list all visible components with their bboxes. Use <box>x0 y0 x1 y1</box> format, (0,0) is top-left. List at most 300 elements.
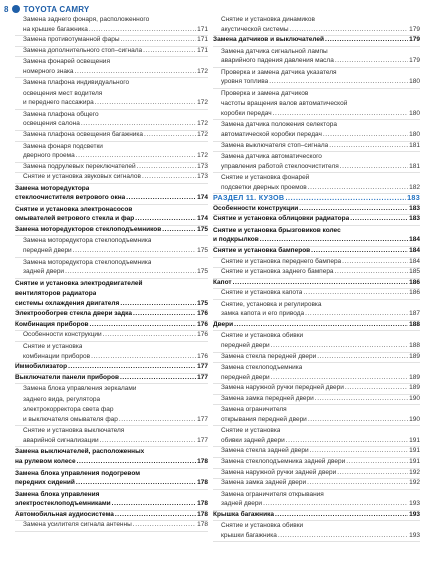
toc-entry-title: Снятие и установка переднего бампера <box>221 257 342 265</box>
toc-entry-page: 190 <box>409 415 420 423</box>
toc-entry <box>15 353 208 364</box>
dot-leader <box>161 226 196 236</box>
toc-entry-page: 193 <box>409 510 420 518</box>
dot-leader <box>328 142 408 152</box>
toc-entry-title: Замена стекла задней двери <box>221 447 309 455</box>
toc-entry <box>213 363 420 374</box>
dot-leader <box>270 374 408 384</box>
toc-entry-title: задней двери <box>221 500 263 508</box>
toc-entry <box>213 89 420 100</box>
toc-entry <box>213 152 420 163</box>
toc-entry-page: 192 <box>409 479 420 487</box>
dot-leader <box>132 310 196 320</box>
toc-entry <box>213 247 420 258</box>
toc-entry-page: 172 <box>197 99 208 107</box>
toc-entry <box>15 384 208 395</box>
toc-entry-title: Снятие и установка динамиков <box>221 16 315 23</box>
toc-entry-title: Снятие и установка обивки <box>221 332 304 340</box>
toc-entry-page: 172 <box>197 67 208 75</box>
toc-entry <box>15 120 208 131</box>
toc-entry <box>15 57 208 68</box>
toc-entry-page: 178 <box>197 479 208 487</box>
dot-leader <box>90 353 196 363</box>
dot-leader <box>75 152 196 162</box>
toc-entry-title: заднего вида, регулятора <box>23 395 101 403</box>
toc-entry <box>213 142 420 153</box>
toc-entry-title: РАЗДЕЛ 11. КУЗОВ <box>213 194 285 203</box>
dot-leader <box>102 331 196 341</box>
toc-entry <box>15 110 208 121</box>
toc-entry <box>213 47 420 58</box>
toc-entry-page: 175 <box>197 299 208 307</box>
toc-entry-title: коробки передач <box>221 109 272 117</box>
toc-entry <box>15 321 208 332</box>
toc-entry-title: Замена блока управления <box>15 490 100 498</box>
dot-leader <box>118 416 196 426</box>
toc-entry-page: 180 <box>409 109 420 117</box>
toc-entry-page: 178 <box>197 510 208 518</box>
toc-entry-title: Замена дополнительного стоп–сигнала <box>23 46 143 54</box>
toc-entry <box>213 236 420 247</box>
toc-entry-page: 184 <box>409 236 420 244</box>
toc-entry <box>213 479 420 490</box>
dot-leader <box>142 47 196 57</box>
toc-entry <box>213 205 420 216</box>
toc-entry-title: Снятие и установка капота <box>221 289 303 297</box>
toc-entry-title: освещения мест водителя <box>23 89 103 97</box>
toc-entry-title: автоматической коробки передач <box>221 131 322 139</box>
dot-leader <box>111 500 196 510</box>
toc-left-column <box>15 15 208 568</box>
toc-entry-title: Замена блока управления зеркалами <box>23 385 137 393</box>
dot-leader <box>316 353 408 363</box>
dot-leader <box>304 310 408 320</box>
toc-entry-title: Снятие и установка заднего бампера <box>221 268 334 276</box>
toc-entry <box>213 426 420 437</box>
toc-entry-title: Особенности конструкции <box>213 204 299 212</box>
toc-entry-page: 193 <box>409 531 420 539</box>
toc-entry-page: 188 <box>409 320 420 328</box>
dot-leader <box>64 268 196 278</box>
toc-entry <box>15 289 208 300</box>
toc-entry-title: Замена усилителя сигнала антенны <box>23 521 132 529</box>
dot-leader <box>272 110 409 120</box>
toc-entry-title: Снятие и установка звуковых сигналов <box>23 173 141 181</box>
toc-entry-page: 191 <box>409 436 420 444</box>
toc-entry-title: вентиляторов радиатора <box>15 290 97 298</box>
toc-entry-title: системы охлаждения двигателя <box>15 299 120 307</box>
toc-entry-title: Замена датчика сигнальной лампы <box>221 47 328 55</box>
toc-entry-page: 178 <box>197 500 208 508</box>
toc-entry-page: 174 <box>197 215 208 223</box>
toc-entry-page: 172 <box>197 120 208 128</box>
toc-entry <box>15 173 208 184</box>
toc-entry <box>15 279 208 290</box>
toc-entry <box>213 405 420 416</box>
toc-entry-page: 191 <box>409 447 420 455</box>
dot-leader <box>72 247 196 257</box>
dot-leader <box>88 26 196 36</box>
toc-entry <box>213 215 420 226</box>
toc-entry-page: 173 <box>197 173 208 181</box>
toc-entry-title: Комбинация приборов <box>15 320 89 328</box>
toc-entry <box>15 99 208 110</box>
toc-entry <box>15 184 208 195</box>
toc-entry-title: замка капота и его привода <box>221 310 305 318</box>
toc-entry <box>213 184 420 195</box>
toc-entry-title: омывателей ветрового стекла и фар <box>15 215 135 223</box>
toc-entry <box>15 152 208 163</box>
toc-entry <box>15 142 208 153</box>
dot-leader <box>344 384 408 394</box>
toc-entry-page: 174 <box>197 194 208 202</box>
toc-entry-page: 187 <box>409 310 420 318</box>
toc-entry-title: на рулевом колесе <box>15 457 76 465</box>
toc-entry-title: и переднего пассажира <box>23 99 94 107</box>
toc-entry-title: Проверка и замена датчиков <box>221 89 309 97</box>
dot-leader <box>136 163 196 173</box>
toc-entry <box>213 331 420 342</box>
toc-entry-page: 172 <box>197 152 208 160</box>
toc-entry-title: Особенности конструкции <box>23 331 102 339</box>
dot-leader <box>76 458 197 468</box>
toc-entry <box>15 89 208 100</box>
toc-entry-page: 177 <box>197 415 208 423</box>
toc-entry <box>213 490 420 501</box>
toc-entry-title: Капот <box>213 278 232 286</box>
toc-entry <box>15 163 208 174</box>
toc-entry <box>213 57 420 68</box>
toc-entry-title: электрокорректора света фар <box>23 406 114 414</box>
toc-entry-page: 176 <box>197 352 208 360</box>
dot-leader <box>289 26 409 36</box>
toc-entry-title: Замена ограничителя открывания <box>221 490 324 498</box>
toc-entry-page: 172 <box>197 131 208 139</box>
toc-entry <box>15 416 208 427</box>
dot-leader <box>334 57 408 67</box>
toc-entry-title: Снятие и установка электронасосов <box>15 205 133 213</box>
toc-entry-title: Снятие и установка фонарей <box>221 174 310 182</box>
toc-entry-page: 171 <box>197 36 208 44</box>
dot-leader <box>120 36 197 46</box>
toc-entry-page: 180 <box>409 131 420 139</box>
toc-entry-title: дверного проема <box>23 152 75 160</box>
toc-entry <box>213 300 420 311</box>
dot-leader <box>232 279 409 289</box>
toc-entry <box>15 131 208 142</box>
toc-entry <box>213 279 420 290</box>
toc-entry <box>213 15 420 26</box>
dot-leader <box>94 99 196 109</box>
toc-entry-title: Замена стеклоподъемника задней двери <box>221 457 346 465</box>
toc-entry <box>15 511 208 522</box>
toc-entry <box>213 268 420 279</box>
toc-entry-title: Снятие и установка обивки <box>221 522 304 530</box>
toc-entry <box>15 194 208 205</box>
toc-entry-page: 173 <box>197 162 208 170</box>
toc-entry-page: 177 <box>197 363 208 371</box>
dot-leader <box>143 131 196 141</box>
toc-entry-page: 180 <box>409 78 420 86</box>
toc-entry <box>213 437 420 448</box>
toc-entry-title: Замена моторедуктора <box>15 184 90 192</box>
toc-entry-page: 179 <box>409 57 420 65</box>
toc-entry-title: Замена выключателя стоп–сигнала <box>221 141 329 149</box>
toc-entry <box>15 258 208 269</box>
toc-entry <box>213 163 420 174</box>
toc-entry <box>213 511 420 522</box>
toc-entry-title: крышки багажника <box>221 531 277 539</box>
toc-entry-page: 176 <box>197 310 208 318</box>
toc-entry <box>15 490 208 501</box>
toc-entry <box>15 68 208 79</box>
toc-entry-title: Снятие, установка и регулировка <box>221 300 322 308</box>
dot-leader <box>75 479 196 489</box>
dot-leader <box>306 479 408 489</box>
toc-entry-page: 182 <box>409 183 420 191</box>
dot-leader <box>268 78 408 88</box>
toc-entry-title: Автомобильная аудиосистема <box>15 510 114 518</box>
toc-entry <box>213 469 420 480</box>
dot-leader <box>67 363 196 373</box>
toc-entry <box>213 173 420 184</box>
toc-right-column <box>213 15 420 568</box>
toc-entry-page: 177 <box>197 436 208 444</box>
dot-leader <box>310 247 408 257</box>
toc-entry <box>213 226 420 237</box>
toc-entry <box>213 36 420 47</box>
toc-entry-title: Замена блока управления подогревом <box>15 469 141 477</box>
toc-entry <box>15 15 208 26</box>
toc-entry-page: 171 <box>197 46 208 54</box>
toc-entry-title: аварийной сигнализации <box>23 436 99 444</box>
toc-entry <box>15 331 208 342</box>
toc-entry-title: комбинации приборов <box>23 352 91 360</box>
toc-entry <box>213 78 420 89</box>
toc-entry <box>15 405 208 416</box>
dot-leader <box>259 236 408 246</box>
toc-entry <box>15 500 208 511</box>
toc-entry <box>213 521 420 532</box>
toc-entry <box>213 500 420 511</box>
toc-entry-page: 175 <box>197 247 208 255</box>
toc-entry <box>15 247 208 258</box>
page-number: 8 <box>4 4 9 14</box>
toc-entry-title: Замена плафона освещения багажника <box>23 131 144 139</box>
toc-entry-title: управления работой стеклоочистителя <box>221 162 339 170</box>
toc-entry-title: Замена подрулевых переключателей <box>23 162 136 170</box>
dot-leader <box>99 437 197 447</box>
toc-entry-page: 175 <box>197 225 208 233</box>
toc-entry-title: передней двери <box>23 247 72 255</box>
toc-entry-title: Снятие и установка <box>221 427 281 435</box>
toc-entry-title: Замена плафона индивидуального <box>23 79 130 87</box>
toc-entry <box>15 437 208 448</box>
toc-entry-title: Замена ограничителя <box>221 406 287 414</box>
toc-entry <box>15 458 208 469</box>
brand-dot-icon <box>12 5 20 13</box>
toc-entry <box>213 374 420 385</box>
toc-entry <box>15 342 208 353</box>
toc-entry-page: 181 <box>409 141 420 149</box>
toc-entry-title: Замена стеклоподъемника <box>221 364 303 372</box>
toc-entry <box>213 26 420 37</box>
toc-entry-page: 189 <box>409 384 420 392</box>
toc-entry-page: 181 <box>409 162 420 170</box>
toc-entry-page: 185 <box>409 268 420 276</box>
dot-leader <box>262 500 408 510</box>
toc-entry <box>15 395 208 406</box>
dot-leader <box>114 511 196 521</box>
toc-entry-page: 189 <box>409 352 420 360</box>
dot-leader <box>89 321 197 331</box>
toc-entry <box>213 458 420 469</box>
toc-entry-page: 171 <box>197 25 208 33</box>
toc-entry <box>15 469 208 480</box>
toc-entry-page: 192 <box>409 468 420 476</box>
dot-leader <box>119 300 196 310</box>
header-title: TOYOTA CAMRY <box>23 4 90 14</box>
toc-entry-page: 188 <box>409 341 420 349</box>
toc-entry <box>213 321 420 332</box>
toc-entry <box>213 131 420 142</box>
dot-leader <box>125 194 196 204</box>
toc-entry-title: передней двери <box>221 341 270 349</box>
toc-entry-title: Снятие и установка брызговиков колес <box>213 226 341 234</box>
toc-entry <box>213 384 420 395</box>
toc-entry-title: Снятие и установка электродвигателей <box>15 279 143 287</box>
toc-entry-title: и подкрылков <box>213 236 259 244</box>
toc-entry-page: 177 <box>197 373 208 381</box>
toc-entry-title: электростеклоподъемниками <box>15 500 111 508</box>
toc-entry <box>213 99 420 110</box>
dot-leader <box>274 511 408 521</box>
toc-entry <box>213 68 420 79</box>
toc-entry-title: Снятие и установка бамперов <box>213 247 311 255</box>
toc-entry <box>213 447 420 458</box>
toc-entry-title: Снятие и установка облицовки радиатора <box>213 215 350 223</box>
toc-entry-title: и выключателя омывателя фар <box>23 415 118 423</box>
dot-leader <box>132 521 196 531</box>
toc-entry <box>15 236 208 247</box>
toc-entry-title: обивки задней двери <box>221 436 285 444</box>
toc-entry-title: Замена моторедуктора стеклоподъемника <box>23 237 152 245</box>
toc-entry <box>213 120 420 131</box>
toc-entry-page: 183 <box>407 194 420 203</box>
toc-entry-page: 179 <box>409 36 420 44</box>
dot-leader <box>336 469 408 479</box>
toc-entry <box>213 289 420 300</box>
toc-entry-title: Замена выключателей, расположенных <box>15 448 145 456</box>
toc-entry <box>15 374 208 385</box>
toc-entry-title: Замена моторедуктора стеклоподъемника <box>23 258 152 266</box>
toc-entry-title: Проверка и замена датчика указателя <box>221 68 337 76</box>
toc-entry-page: 178 <box>197 521 208 529</box>
toc-entry <box>15 26 208 37</box>
dot-leader <box>309 447 409 457</box>
toc-entry-title: Замена моторедукторов стеклоподъемников <box>15 225 162 233</box>
toc-entry-title: подсветки дверных проемов <box>221 183 307 191</box>
toc-entry-title: на крышке багажника <box>23 25 88 33</box>
toc-entry-title: освещения салона <box>23 120 80 128</box>
toc-entry-title: Замена наружной ручки задней двери <box>221 468 337 476</box>
toc-entry-title: Двери <box>213 320 234 328</box>
toc-entry-title: открывания передней двери <box>221 415 307 423</box>
toc-entry-page: 179 <box>409 25 420 33</box>
toc-entry-title: передних сидений <box>15 479 75 487</box>
dot-leader <box>141 173 196 183</box>
dot-leader <box>80 120 196 130</box>
toc-entry <box>15 36 208 47</box>
toc-entry <box>15 447 208 458</box>
toc-entry <box>15 47 208 58</box>
dot-leader <box>233 321 408 331</box>
toc-entry <box>15 300 208 311</box>
page-header <box>4 3 89 15</box>
section-heading <box>213 194 420 205</box>
dot-leader <box>270 342 408 352</box>
toc-entry <box>15 205 208 216</box>
dot-leader <box>307 184 408 194</box>
dot-leader <box>307 416 408 426</box>
toc-entry-page: 184 <box>409 257 420 265</box>
toc-entry-page: 186 <box>409 278 420 286</box>
toc-entry <box>213 110 420 121</box>
toc-entry-title: Замена датчиков и выключателей <box>213 36 325 44</box>
dot-leader <box>334 268 409 278</box>
dot-leader <box>134 215 196 225</box>
toc-entry-title: Замена стекла передней двери <box>221 352 317 360</box>
dot-leader <box>339 163 408 173</box>
toc-entry-title: передней двери <box>221 373 270 381</box>
toc-entry-title: аварийного падения давления масла <box>221 57 334 65</box>
toc-entry-page: 175 <box>197 268 208 276</box>
toc-entry <box>213 310 420 321</box>
dot-leader <box>119 374 196 384</box>
dot-leader <box>285 437 408 447</box>
toc-entry <box>213 258 420 269</box>
toc-entry <box>213 342 420 353</box>
toc-entry-title: Снятие и установка выключателя <box>23 427 125 435</box>
toc-entry-title: номерного знака <box>23 67 74 75</box>
toc-entry-title: Замена плафона общего <box>23 110 99 118</box>
toc-entry-title: Выключатели панели приборов <box>15 373 119 381</box>
toc-entry-title: Замена замка передней двери <box>221 394 314 402</box>
toc-entry-title: Замена фонарей освещения <box>23 58 110 66</box>
toc-entry-title: Замена наружной ручки передней двери <box>221 384 344 392</box>
toc-entry <box>15 78 208 89</box>
toc-entry-page: 189 <box>409 373 420 381</box>
toc-entry-title: акустической системы <box>221 25 289 33</box>
toc-entry <box>15 363 208 374</box>
dot-leader <box>314 395 408 405</box>
toc-entry <box>15 521 208 532</box>
toc-entry <box>213 395 420 406</box>
toc-entry-page: 178 <box>197 457 208 465</box>
toc-entry-title: Замена замка задней двери <box>221 479 307 487</box>
toc-entry-page: 193 <box>409 500 420 508</box>
toc-entry-page: 184 <box>409 247 420 255</box>
toc-entry-title: Замена датчика положения селектора <box>221 121 337 129</box>
dot-leader <box>302 289 408 299</box>
dot-leader <box>324 36 408 46</box>
toc-entry <box>15 215 208 226</box>
dot-leader <box>322 131 408 141</box>
toc-entry <box>15 268 208 279</box>
toc-entry <box>15 310 208 321</box>
toc-entry-page: 186 <box>409 289 420 297</box>
toc-entry <box>213 532 420 543</box>
